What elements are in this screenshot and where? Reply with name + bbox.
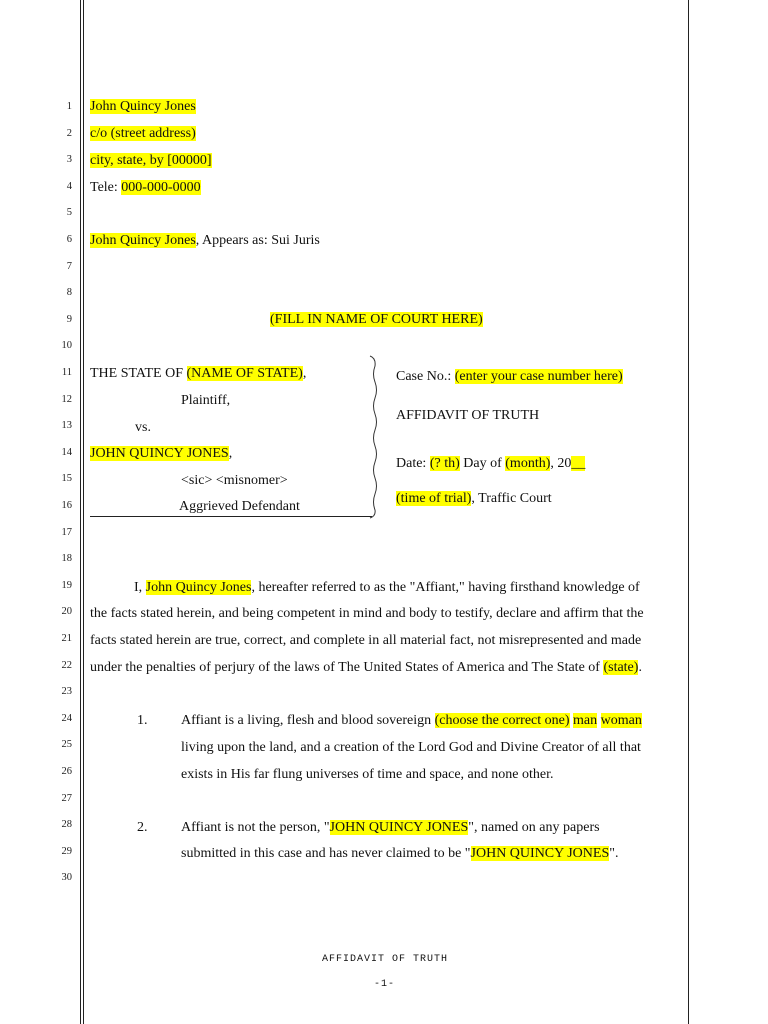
intro-line-2: the facts stated herein, and being competent in mind and body to testify, declare and affirm that the [90,606,644,621]
line-number: 20 [61,606,72,618]
line-number: 14 [61,446,72,458]
line-number: 12 [61,393,72,405]
case-date: Date: (? th) Day of (month), 20__ [396,456,586,471]
case-title: AFFIDAVIT OF TRUTH [396,408,540,423]
line-number: 28 [61,819,72,831]
item-2-line-2: submitted in this case and has never claimed to be "JOHN QUINCY JONES". [181,846,619,861]
line-number: 18 [61,553,72,565]
caption-brace [368,354,384,520]
caption-aggrieved: Aggrieved Defendant [179,499,300,514]
line-number: 6 [66,234,72,245]
line-number: 4 [66,180,72,192]
header-city: city, state, by [00000] [90,153,212,168]
line-number: 9 [66,313,72,325]
footer-title: AFFIDAVIT OF TRUTH [322,954,449,965]
line-number: 16 [61,500,72,511]
line-number: 22 [61,659,72,671]
item-1-number: 1. [137,713,148,728]
line-number: 23 [61,686,72,698]
line-number: 10 [61,340,72,352]
footer-page-number: -1- [374,979,396,990]
caption-sic: <sic> <misnomer> [181,473,288,488]
line-number: 24 [61,712,72,724]
item-1-line-1: Affiant is a living, flesh and blood sovereign (choose the correct one) man woman [181,713,642,728]
caption-state: THE STATE OF (NAME OF STATE), [90,366,307,381]
item-2-number: 2. [137,820,148,835]
header-name: John Quincy Jones [90,99,196,114]
line-number: 27 [61,792,72,804]
line-number: 19 [61,579,72,591]
right-margin-rule [688,0,689,1024]
header-tele: Tele: 000-000-0000 [90,180,201,195]
left-margin-rule-outer [80,0,81,1024]
line-number: 1 [66,101,72,112]
caption-underline [90,516,372,517]
line-number: 3 [66,154,72,166]
line-number: 15 [61,473,72,485]
item-1-line-3: exists in His far flung universes of time and space, and none other. [181,767,554,782]
caption-defendant: JOHN QUINCY JONES, [90,446,233,461]
court-name: (FILL IN NAME OF COURT HERE) [270,312,483,327]
caption-vs: vs. [135,420,151,435]
line-number: 30 [61,872,72,884]
item-1-line-2: living upon the land, and a creation of the Lord God and Divine Creator of all that [181,740,641,755]
caption-plaintiff: Plaintiff, [181,393,231,408]
line-number: 2 [66,127,72,139]
case-trial: (time of trial), Traffic Court [396,491,552,506]
line-number: 26 [61,766,72,777]
item-2-line-1: Affiant is not the person, "JOHN QUINCY JONES", named on any papers [181,820,600,835]
line-number: 17 [61,526,72,538]
line-number: 5 [66,207,72,219]
intro-line-3: facts stated herein are true, correct, and complete in all material fact, not misrepresented and made [90,633,642,648]
line-number: 25 [61,739,72,751]
line-number: 11 [61,367,72,378]
intro-line-4: under the penalties of perjury of the laws of The United States of America and The State of (state). [90,660,642,675]
line-number: 8 [66,287,72,299]
header-appears: John Quincy Jones, Appears as: Sui Juris [90,233,320,248]
line-number: 29 [61,845,72,857]
header-address: c/o (street address) [90,126,196,141]
left-margin-rule-inner [83,0,84,1024]
case-number: Case No.: (enter your case number here) [396,369,623,384]
line-number: 7 [66,260,72,272]
intro-line-1: I, John Quincy Jones, hereafter referred to as the "Affiant," having firsthand knowledge of [134,580,640,595]
line-number: 21 [61,633,72,644]
line-number: 13 [61,420,72,432]
